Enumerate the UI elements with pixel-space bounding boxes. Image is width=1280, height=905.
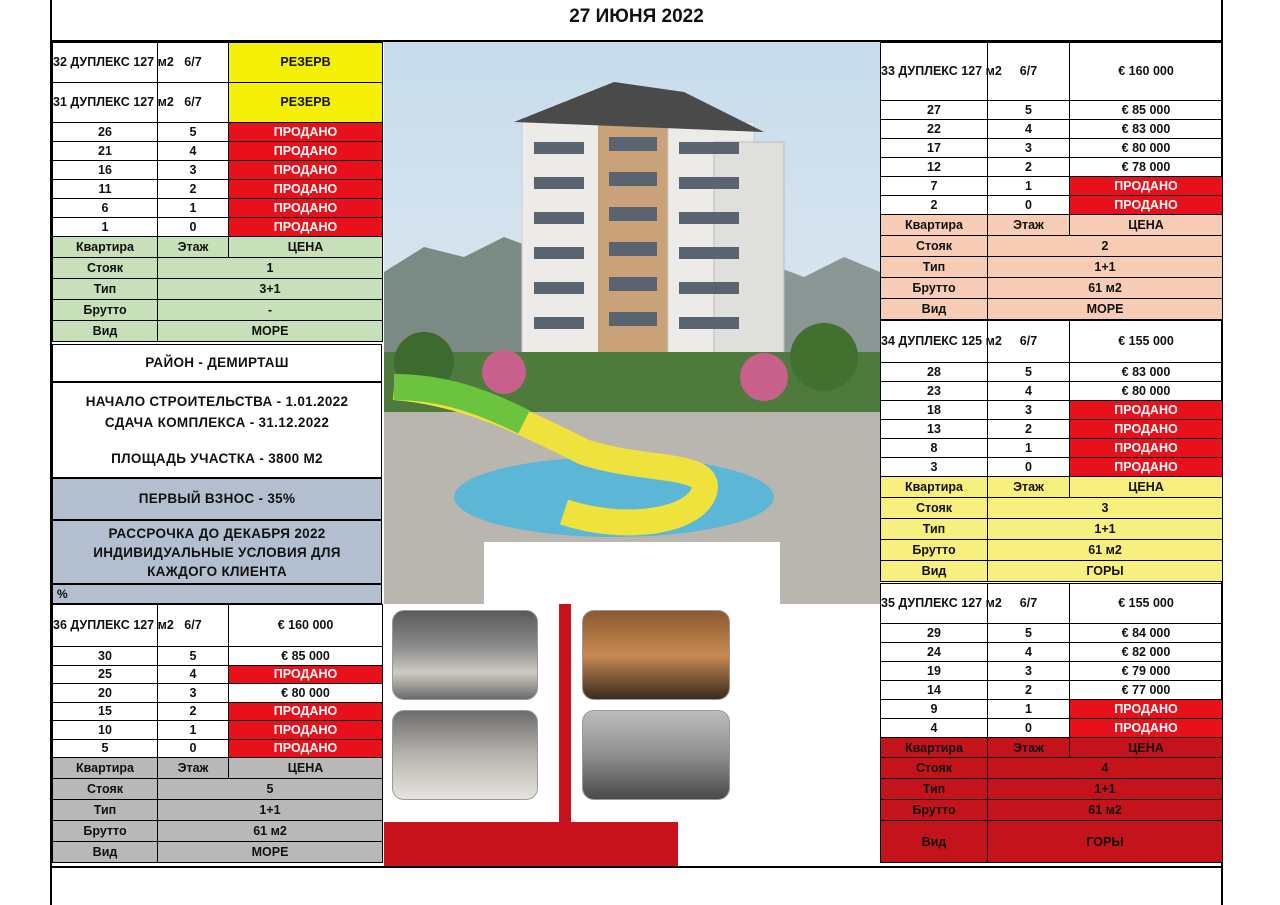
- apt-number: 29: [881, 624, 988, 643]
- apt-price: ПРОДАНО: [229, 665, 383, 684]
- riser-label: Стояк: [881, 236, 988, 257]
- apt-price: ПРОДАНО: [229, 218, 383, 237]
- apt-number: 18: [881, 401, 988, 420]
- block-3-price-table: [880, 320, 1223, 582]
- view-value: ГОРЫ: [988, 821, 1223, 863]
- percent-cell: [52, 584, 382, 604]
- apt-number: 8: [881, 439, 988, 458]
- header-price: ЦЕНА: [1070, 738, 1223, 758]
- apt-price: ПРОДАНО: [229, 721, 383, 740]
- block-2-price-table: [880, 42, 1223, 320]
- apt-floor: 0: [158, 218, 229, 237]
- red-accent-bottom: [384, 822, 678, 866]
- apt-number: 24: [881, 643, 988, 662]
- apt-floor: 1: [158, 721, 229, 740]
- apt-number: 21: [53, 142, 158, 161]
- apt-price: ПРОДАНО: [1070, 177, 1223, 196]
- block-riser-1: [52, 42, 382, 342]
- riser-value: 5: [158, 779, 383, 800]
- tree: [790, 323, 858, 391]
- apt-price: ПРОДАНО: [229, 199, 383, 218]
- apt-number: 26: [53, 123, 158, 142]
- apt-number: 27: [881, 101, 988, 120]
- apt-floor: 5: [158, 123, 229, 142]
- apt-number: 33 ДУПЛЕКС 127 м2: [881, 43, 988, 101]
- apt-number: 16: [53, 161, 158, 180]
- apt-floor: 5: [988, 363, 1070, 382]
- apt-number: 35 ДУПЛЕКС 127 м2: [881, 584, 988, 624]
- apt-price: € 80 000: [229, 684, 383, 703]
- apt-number: 7: [881, 177, 988, 196]
- apt-floor: 4: [988, 643, 1070, 662]
- apt-floor: 6/7: [988, 321, 1070, 363]
- apt-floor: 0: [158, 739, 229, 758]
- page-title: 27 ИЮНЯ 2022: [52, 0, 1221, 42]
- riser-label: Стояк: [881, 498, 988, 519]
- view-value: ГОРЫ: [988, 561, 1223, 582]
- riser-label: Стояк: [53, 258, 158, 279]
- apt-floor: 3: [988, 401, 1070, 420]
- type-value: 1+1: [988, 257, 1223, 278]
- apt-price: € 78 000: [1070, 158, 1223, 177]
- interior-gallery: [384, 604, 754, 866]
- header-floor: Этаж: [988, 215, 1070, 236]
- header-price: ЦЕНА: [1070, 215, 1223, 236]
- gross-value: 61 м2: [158, 821, 383, 842]
- apt-number: 19: [881, 662, 988, 681]
- interior-bedroom-photo: [392, 710, 538, 800]
- apt-number: 1: [53, 218, 158, 237]
- flowering-tree: [740, 353, 788, 401]
- building-render-illustration: [384, 42, 880, 604]
- interior-gym-photo: [582, 710, 730, 800]
- apt-number: 2: [881, 196, 988, 215]
- apt-price: € 155 000: [1070, 584, 1223, 624]
- apt-number: 12: [881, 158, 988, 177]
- riser-value: 4: [988, 758, 1223, 779]
- type-label: Тип: [53, 800, 158, 821]
- apt-price: € 84 000: [1070, 624, 1223, 643]
- gross-value: 61 м2: [988, 540, 1223, 561]
- interior-living-room-photo: [392, 610, 538, 700]
- apt-floor: 6/7: [988, 43, 1070, 101]
- header-price: ЦЕНА: [229, 758, 383, 779]
- block-5-price-table: [880, 583, 1223, 863]
- apt-floor: 5: [988, 624, 1070, 643]
- percent-text: %: [57, 587, 68, 601]
- block-riser-3: [880, 320, 1222, 582]
- apt-price: € 155 000: [1070, 321, 1223, 363]
- completion-date: СДАЧА КОМПЛЕКСА - 31.12.2022: [104, 415, 330, 430]
- type-value: 1+1: [988, 779, 1223, 800]
- apt-price: € 77 000: [1070, 681, 1223, 700]
- header-floor: Этаж: [158, 237, 229, 258]
- apt-floor: 6/7: [158, 83, 229, 123]
- installment-panel: [52, 520, 382, 584]
- apt-number: 32 ДУПЛЕКС 127 м2: [53, 43, 158, 83]
- header-floor: Этаж: [158, 758, 229, 779]
- block-riser-4: [880, 583, 1222, 863]
- type-value: 3+1: [158, 279, 383, 300]
- apt-floor: 2: [988, 681, 1070, 700]
- apt-floor: 0: [988, 719, 1070, 738]
- apt-number: 20: [53, 684, 158, 703]
- header-floor: Этаж: [988, 738, 1070, 758]
- deposit-text: ПЕРВЫЙ ВЗНОС - 35%: [138, 491, 296, 506]
- apt-floor: 0: [988, 458, 1070, 477]
- view-value: МОРЕ: [158, 842, 383, 863]
- apt-number: 22: [881, 120, 988, 139]
- header-apt: Квартира: [881, 477, 988, 498]
- block-4-price-table: [52, 604, 383, 863]
- apt-floor: 2: [158, 180, 229, 199]
- apt-floor: 1: [988, 177, 1070, 196]
- header-apt: Квартира: [881, 215, 988, 236]
- block-riser-2: [880, 42, 1222, 320]
- gross-label: Брутто: [881, 540, 988, 561]
- apt-number: 5: [53, 739, 158, 758]
- apt-number: 28: [881, 363, 988, 382]
- view-label: Вид: [881, 821, 988, 863]
- apt-price: € 80 000: [1070, 382, 1223, 401]
- apt-price: ПРОДАНО: [1070, 700, 1223, 719]
- type-label: Тип: [53, 279, 158, 300]
- apt-price: € 85 000: [229, 647, 383, 666]
- apt-floor: 4: [988, 120, 1070, 139]
- apt-floor: 3: [988, 139, 1070, 158]
- apt-number: 9: [881, 700, 988, 719]
- apt-number: 14: [881, 681, 988, 700]
- gross-label: Брутто: [881, 278, 988, 299]
- view-value: МОРЕ: [158, 321, 383, 342]
- header-floor: Этаж: [988, 477, 1070, 498]
- apt-number: 4: [881, 719, 988, 738]
- header-apt: Квартира: [53, 237, 158, 258]
- white-overlay: [484, 542, 780, 604]
- installment-line-3: КАЖДОГО КЛИЕНТА: [147, 564, 287, 579]
- apt-number: 31 ДУПЛЕКС 127 м2: [53, 83, 158, 123]
- view-label: Вид: [881, 299, 988, 320]
- header-price: ЦЕНА: [1070, 477, 1223, 498]
- apt-price: € 85 000: [1070, 101, 1223, 120]
- apt-floor: 2: [988, 158, 1070, 177]
- apt-floor: 4: [988, 382, 1070, 401]
- apt-price: € 83 000: [1070, 120, 1223, 139]
- apt-number: 6: [53, 199, 158, 218]
- red-accent-vertical: [559, 604, 571, 824]
- gross-label: Брутто: [881, 800, 988, 821]
- apt-floor: 5: [988, 101, 1070, 120]
- apt-floor: 1: [988, 700, 1070, 719]
- riser-label: Стояк: [881, 758, 988, 779]
- apt-price: ПРОДАНО: [1070, 196, 1223, 215]
- header-apt: Квартира: [53, 758, 158, 779]
- apt-number: 30: [53, 647, 158, 666]
- apt-floor: 1: [988, 439, 1070, 458]
- apt-floor: 4: [158, 142, 229, 161]
- apt-number: 23: [881, 382, 988, 401]
- construction-start: НАЧАЛО СТРОИТЕЛЬСТВА - 1.01.2022: [85, 394, 349, 409]
- bottom-rule: [52, 866, 1221, 868]
- apt-number: 36 ДУПЛЕКС 127 м2: [53, 605, 158, 647]
- apt-price: ПРОДАНО: [1070, 719, 1223, 738]
- apt-floor: 2: [988, 420, 1070, 439]
- type-value: 1+1: [988, 519, 1223, 540]
- district-panel: [52, 344, 382, 382]
- apt-price: ПРОДАНО: [229, 180, 383, 199]
- apt-number: 3: [881, 458, 988, 477]
- header-apt: Квартира: [881, 738, 988, 758]
- apt-floor: 6/7: [988, 584, 1070, 624]
- apt-price: € 160 000: [229, 605, 383, 647]
- apt-floor: 0: [988, 196, 1070, 215]
- apt-price: ПРОДАНО: [229, 161, 383, 180]
- gross-label: Брутто: [53, 300, 158, 321]
- apt-floor: 6/7: [158, 43, 229, 83]
- apt-number: 15: [53, 702, 158, 721]
- apt-floor: 6/7: [158, 605, 229, 647]
- apt-price: ПРОДАНО: [1070, 458, 1223, 477]
- interior-sauna-photo: [582, 610, 730, 700]
- type-label: Тип: [881, 257, 988, 278]
- apt-number: 10: [53, 721, 158, 740]
- apt-price: ПРОДАНО: [1070, 401, 1223, 420]
- apt-price: ПРОДАНО: [1070, 420, 1223, 439]
- apt-price: € 80 000: [1070, 139, 1223, 158]
- apt-number: 11: [53, 180, 158, 199]
- apt-price: РЕЗЕРВ: [229, 43, 383, 83]
- type-label: Тип: [881, 779, 988, 800]
- riser-value: 1: [158, 258, 383, 279]
- building-render: [384, 42, 880, 604]
- apt-floor: 3: [158, 161, 229, 180]
- riser-value: 2: [988, 236, 1223, 257]
- apt-price: РЕЗЕРВ: [229, 83, 383, 123]
- schedule-panel: [52, 382, 382, 478]
- gross-value: -: [158, 300, 383, 321]
- apt-price: € 82 000: [1070, 643, 1223, 662]
- gross-value: 61 м2: [988, 278, 1223, 299]
- apt-price: ПРОДАНО: [229, 702, 383, 721]
- riser-label: Стояк: [53, 779, 158, 800]
- apt-floor: 2: [158, 702, 229, 721]
- plot-area: ПЛОЩАДЬ УЧАСТКА - 3800 М2: [111, 451, 323, 466]
- view-label: Вид: [53, 321, 158, 342]
- apt-price: € 160 000: [1070, 43, 1223, 101]
- apt-floor: 4: [158, 665, 229, 684]
- gross-label: Брутто: [53, 821, 158, 842]
- apt-floor: 1: [158, 199, 229, 218]
- gross-value: 61 м2: [988, 800, 1223, 821]
- apt-price: ПРОДАНО: [229, 739, 383, 758]
- view-label: Вид: [881, 561, 988, 582]
- view-label: Вид: [53, 842, 158, 863]
- block-1-price-table: [52, 42, 383, 342]
- apt-price: ПРОДАНО: [229, 123, 383, 142]
- apt-price: ПРОДАНО: [229, 142, 383, 161]
- apt-floor: 3: [988, 662, 1070, 681]
- flowering-tree: [482, 350, 526, 394]
- view-value: МОРЕ: [988, 299, 1223, 320]
- riser-value: 3: [988, 498, 1223, 519]
- apt-number: 13: [881, 420, 988, 439]
- apt-number: 25: [53, 665, 158, 684]
- header-price: ЦЕНА: [229, 237, 383, 258]
- apt-floor: 3: [158, 684, 229, 703]
- apt-floor: 5: [158, 647, 229, 666]
- apt-number: 34 ДУПЛЕКС 125 м2: [881, 321, 988, 363]
- apt-price: € 79 000: [1070, 662, 1223, 681]
- type-value: 1+1: [158, 800, 383, 821]
- type-label: Тип: [881, 519, 988, 540]
- apt-price: € 83 000: [1070, 363, 1223, 382]
- apt-number: 17: [881, 139, 988, 158]
- installment-line-2: ИНДИВИДУАЛЬНЫЕ УСЛОВИЯ ДЛЯ: [93, 545, 341, 560]
- installment-line-1: РАССРОЧКА ДО ДЕКАБРЯ 2022: [108, 526, 326, 541]
- apt-price: ПРОДАНО: [1070, 439, 1223, 458]
- district-text: РАЙОН - ДЕМИРТАШ: [145, 355, 289, 370]
- deposit-panel: [52, 478, 382, 520]
- block-riser-5: [52, 604, 382, 863]
